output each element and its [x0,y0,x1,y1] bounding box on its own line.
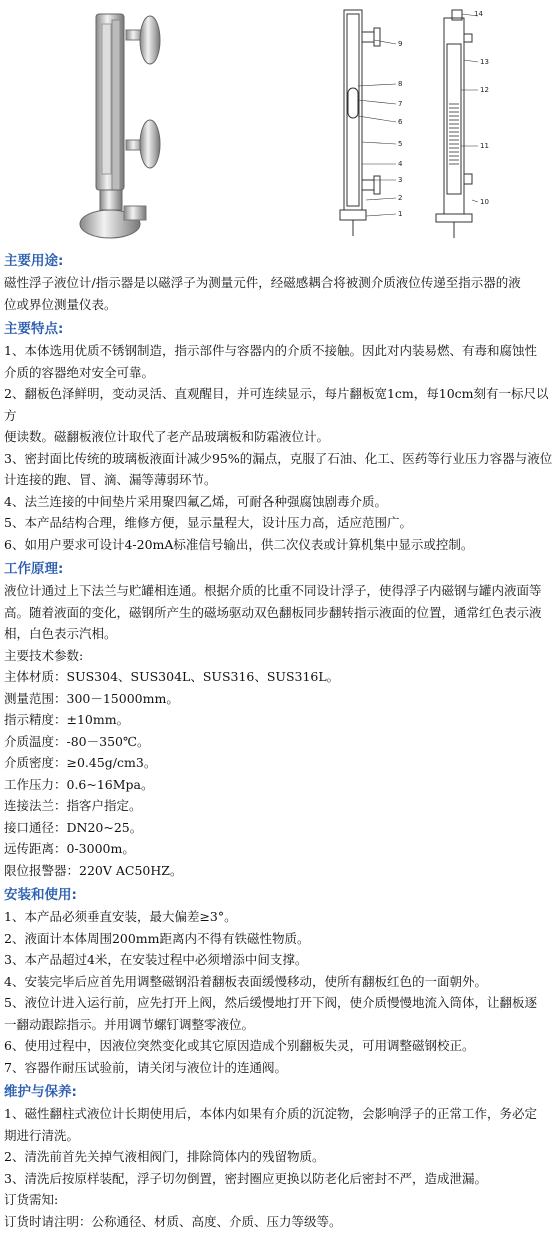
paragraph-line: 4、法兰连接的中间垫片采用聚四氟乙烯，可耐各种强腐蚀剧毒介质。 [4,493,387,509]
section-heading-installation: 安装和使用: [4,887,77,903]
spec-line-alarm: 限位报警器：220V AC50HZ。 [4,862,183,878]
paragraph-line: 1、磁性翻柱式液位计长期使用后，本体内如果有介质的沉淀物，会影响浮子的正常工作，务必定 [4,1106,537,1121]
paragraph-line: 3、本产品超过4米，在安装过程中必须增添中间支撑。 [4,952,308,967]
paragraph-line: 高。随着液面的变化，磁钢所产生的磁场驱动双色翻板同步翻转指示液面的位置，通常红色表示液 [4,604,542,620]
paragraph-line: 2、翻板色泽鲜明，变动灵活、直观醒目，并可连续显示，每片翻板宽1cm，每10cm刻有一标尺以方 [4,386,549,423]
callout-9: 9 [398,40,403,48]
callout-8: 8 [398,80,403,88]
product-photo [78,10,178,242]
callout-6: 6 [398,118,403,126]
product-figures [0,0,559,250]
spec-line-range: 测量范围：300－15000mm。 [4,690,179,706]
paragraph-line: 一翻动跟踪指示。并用调节螺钉调整零液位。 [4,1016,255,1032]
document-body [0,250,559,1232]
paragraph-line: 2、液面计本体周围200mm距离内不得有铁磁性物质。 [4,930,310,946]
paragraph-line: 3、密封面比传统的玻璃板液面计减少95%的漏点，克服了石油、化工、医药等行业压力容器与液位 [4,450,553,466]
callout-1: 1 [398,210,403,218]
paragraph-line: 5、液位计进入运行前，应先打开上阀，然后缓慢地打开下阀，使介质慢慢地流入筒体，让翻板逐 [4,995,537,1010]
section-heading-principle: 工作原理: [4,561,64,577]
spec-line-density: 介质密度：≥0.45g/cm3。 [4,755,157,770]
spec-line-pressure: 工作压力：0.6~16Mpa。 [4,776,154,792]
callout-14: 14 [474,10,483,18]
paragraph-line: 6、如用户要求可设计4-20mA标准信号输出，供二次仪表或计算机集中显示或控制。 [4,536,474,552]
section-heading-usage: 主要用途: [4,253,64,269]
spec-line-temperature: 介质温度：-80－350℃。 [4,733,150,749]
spec-line-distance: 远传距离：0-3000m。 [4,841,135,856]
paragraph-line: 5、本产品结构合理，维修方便，显示量程大，设计压力高，适应范围广。 [4,515,412,530]
paragraph-line: 相，白色表示汽相。 [4,626,117,641]
spec-line-bore: 接口通径：DN20~25。 [4,819,143,835]
callout-4: 4 [398,160,403,168]
order-notes-line: 订货时请注明：公称通径、材质、高度、介质、压力等级等。 [4,1213,342,1229]
paragraph-line: 4、安装完毕后应首先用调整磁钢沿着翻板表面缓慢移动，使所有翻板红色的一面朝外。 [4,973,487,989]
paragraph-line: 液位计通过上下法兰与贮罐相连通。根据介质的比重不同设计浮子，使得浮子内磁钢与罐内液面等 [4,583,542,598]
section-heading-features: 主要特点: [4,321,64,337]
paragraph-line: 7、容器作耐压试验前，请关闭与液位计的连通阀。 [4,1059,287,1075]
paragraph-line: 1、本体选用优质不锈钢制造，指示部件与容器内的介质不接触。因此对内装易燃、有毒和腐蚀性 [4,343,537,358]
paragraph-line: 2、清洗前首先关掉气液相阀门，排除筒体内的残留物质。 [4,1149,325,1164]
side-view-drawing [326,4,418,244]
paragraph-line: 位或界位测量仪表。 [4,296,117,312]
spec-line-material: 主体材质：SUS304、SUS304L、SUS316、SUS316L。 [4,669,340,684]
paragraph-line: 介质的容器绝对安全可靠。 [4,364,155,380]
paragraph-line: 磁性浮子液位计/指示器是以磁浮子为测量元件，经磁感耦合将被测介质液位传递至指示器的液 [4,275,521,290]
callout-3: 3 [398,176,403,184]
callout-10: 10 [480,198,489,206]
callout-12: 12 [480,86,489,94]
callout-5: 5 [398,140,403,148]
callout-11: 11 [480,142,489,150]
order-notes-heading: 订货需知: [4,1192,59,1207]
paragraph-line: 3、清洗后按原样装配，浮子切勿倒置，密封圈应更换以防老化后密封不严，造成泄漏。 [4,1170,487,1186]
front-view-drawing [424,4,534,244]
section-heading-maintenance: 维护与保养: [4,1084,77,1100]
paragraph-line: 便读数。磁翻板液位计取代了老产品玻璃板和防霜液位计。 [4,429,330,444]
paragraph-line: 计连接的跑、冒、滴、漏等薄弱环节。 [4,472,217,487]
paragraph-line: 1、本产品必须垂直安装，最大偏差≥3°。 [4,909,237,924]
spec-subheading: 主要技术参数: [4,647,84,663]
paragraph-line: 6、使用过程中，因液位突然变化或其它原因造成个别翻板失灵，可用调整磁钢校正。 [4,1038,475,1053]
callout-2: 2 [398,194,403,202]
spec-line-flange: 连接法兰：指客户指定。 [4,798,142,813]
callout-13: 13 [480,58,489,66]
callout-7: 7 [398,100,403,108]
paragraph-line: 期进行清洗。 [4,1127,80,1143]
spec-line-accuracy: 指示精度：±10mm。 [4,712,130,727]
